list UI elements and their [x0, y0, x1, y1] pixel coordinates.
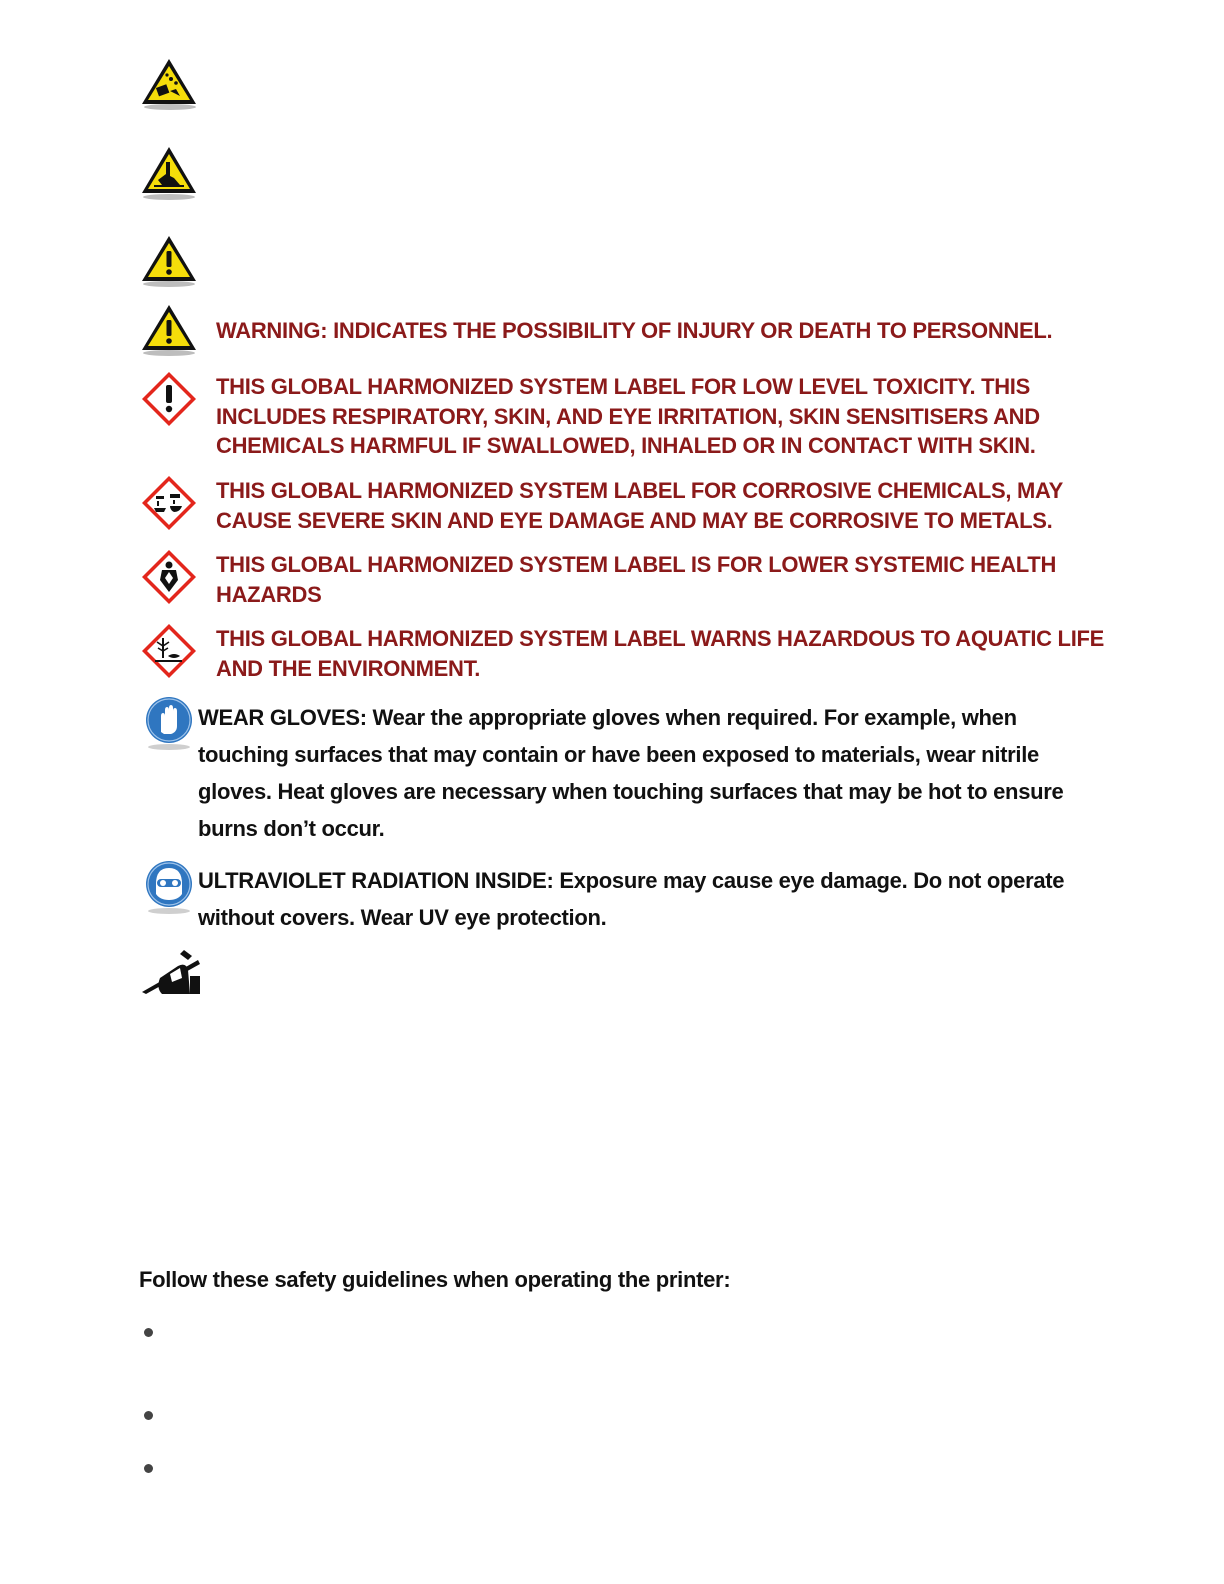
wear-gloves-text: WEAR GLOVES: Wear the appropriate gloves when required. For example, when touching surfaces that may contain or have been exposed to materials, wear nitrile gloves. Heat gloves are necessary when touching surfaces that may be hot to ensure burns don’t occur. — [198, 705, 1064, 841]
warning-notice-text: WARNING: INDICATES THE POSSIBILITY OF INJURY OR DEATH TO PERSONNEL. — [216, 318, 1053, 343]
eye-protection-icon — [144, 860, 196, 916]
guidelines-lead: Follow these safety guidelines when operating the printer: — [139, 1267, 731, 1292]
ghs-exclamation-text: THIS GLOBAL HARMONIZED SYSTEM LABEL FOR LOW LEVEL TOXICITY. THIS INCLUDES RESPIRATORY, SKIN, AND EYE IRRITATION, SKIN SENSITISERS AND CHEMICALS HARMFUL IF SWALLOWED, INHALED OR IN CONTACT WITH SKIN. — [216, 374, 1040, 458]
ghs-corrosive-icon — [140, 474, 198, 532]
note-writing-hand-icon — [140, 948, 202, 998]
general-caution-icon — [140, 233, 200, 289]
wear-gloves-icon — [144, 696, 196, 752]
ghs-environment-text: THIS GLOBAL HARMONIZED SYSTEM LABEL WARNS HAZARDOUS TO AQUATIC LIFE AND THE ENVIRONMENT. — [216, 626, 1105, 681]
flying-debris-warning-icon — [140, 56, 200, 112]
general-warning-icon — [140, 302, 200, 358]
list-bullet — [144, 1464, 153, 1473]
ghs-exclamation-icon — [140, 370, 198, 428]
ghs-health-hazard-text: THIS GLOBAL HARMONIZED SYSTEM LABEL IS FOR LOWER SYSTEMIC HEALTH HAZARDS — [216, 552, 1057, 607]
uv-radiation-text: ULTRAVIOLET RADIATION INSIDE: Exposure may cause eye damage. Do not operate without covers. Wear UV eye protection. — [198, 868, 1065, 930]
ghs-corrosive-text: THIS GLOBAL HARMONIZED SYSTEM LABEL FOR CORROSIVE CHEMICALS, MAY CAUSE SEVERE SKIN AND EYE DAMAGE AND MAY BE CORROSIVE TO METALS. — [216, 478, 1063, 533]
list-bullet — [144, 1328, 153, 1337]
ghs-health-hazard-icon — [140, 548, 198, 606]
pinch-point-warning-icon — [140, 144, 200, 202]
ghs-environment-icon — [140, 622, 198, 680]
list-bullet — [144, 1411, 153, 1420]
